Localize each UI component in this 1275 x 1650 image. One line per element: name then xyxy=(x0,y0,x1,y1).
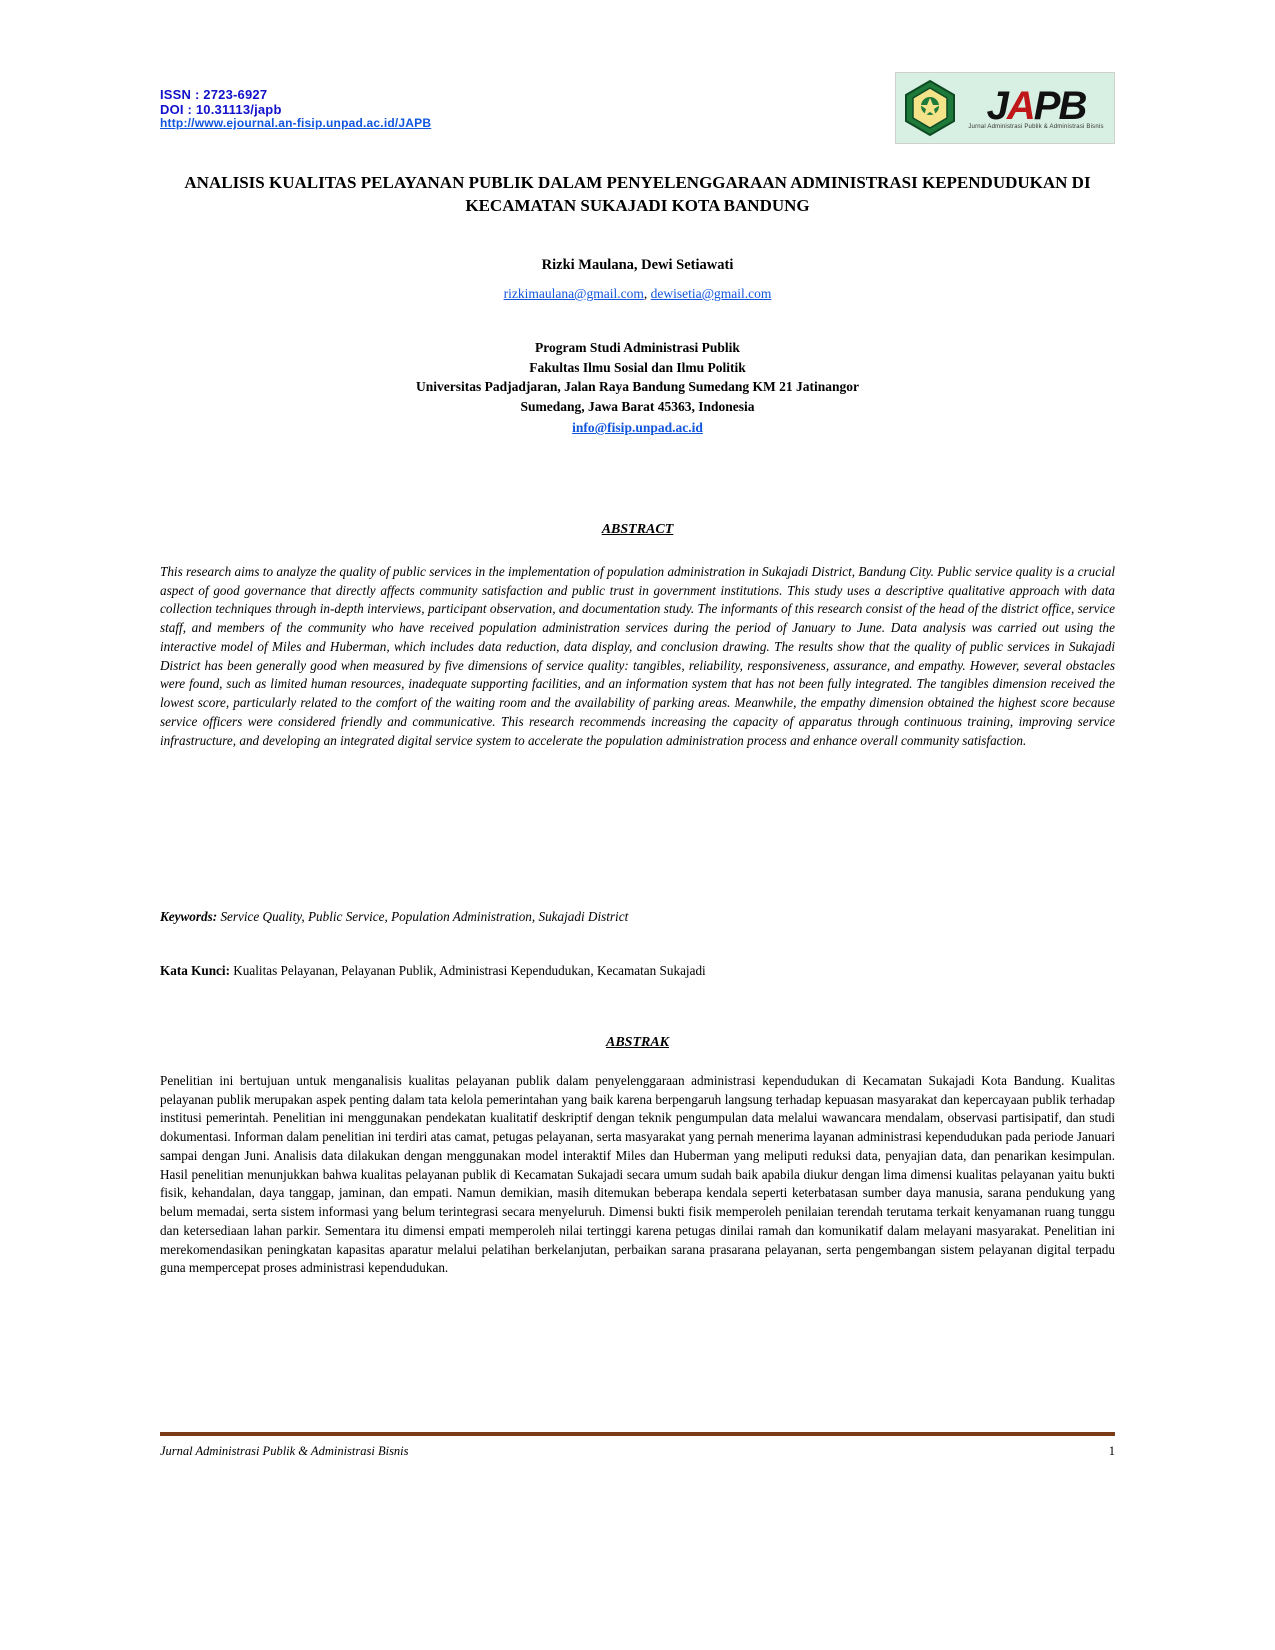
journal-logo xyxy=(895,72,1115,144)
footer-divider xyxy=(160,1432,1115,1436)
keywords-en-text: Service Quality, Public Service, Population Administration, Sukajadi District xyxy=(220,909,629,924)
university-seal-icon xyxy=(902,79,958,137)
abstract-en-heading: ABSTRACT xyxy=(601,522,674,537)
author-email-2[interactable]: dewisetia@gmail.com xyxy=(650,286,772,301)
journal-identifiers xyxy=(160,88,580,131)
footer-journal-name: Jurnal Administrasi Publik & Administrasi Bisnis xyxy=(160,1444,409,1458)
article-authors: Rizki Maulana, Dewi Setiawati xyxy=(541,257,734,273)
abstract-id-body: Penelitian ini bertujuan untuk menganalisis kualitas pelayanan publik dalam penyelenggaraan administrasi kependudukan di Kecamatan Sukajadi Kota Bandung. Kualitas pelayanan publik merupakan aspek penting dalam tata kelola pemerintahan yang baik karena berpengaruh langsung terhadap kepuasan masyarakat dan kepercayaan publik terhadap institusi pemerintah. Penelitian ini menggunakan pendekatan kualitatif deskriptif dengan teknik pengumpulan data melalui wawancara mendalam, observasi partisipatif, dan studi dokumentasi. Informan dalam penelitian ini terdiri atas camat, petugas pelayanan, serta masyarakat yang pernah menerima layanan administrasi kependudukan pada periode Januari sampai dengan Juni. Analisis data dilakukan dengan menggunakan model interaktif Miles dan Huberman yang meliputi reduksi data, penyajian data, dan penarikan kesimpulan. Hasil penelitian menunjukkan bahwa kualitas pelayanan publik di Kecamatan Sukajadi secara umum sudah baik apabila diukur dengan lima dimensi kualitas pelayanan yaitu bukti fisik, kehandalan, daya tanggap, jaminan, dan empati. Namun demikian, masih ditemukan beberapa kendala seperti keterbatasan sumber daya manusia, sarana pendukung yang belum memadai, serta sistem informasi yang belum terintegrasi secara menyeluruh. Dimensi bukti fisik memperoleh penilaian terendah terutama terkait kenyamanan ruang tunggu dan ketersediaan lahan parkir. Sementara itu dimensi empati memperoleh nilai tertinggi karena petugas dinilai ramah dan komunikatif dalam melayani masyarakat. Penelitian ini merekomendasikan peningkatan kapasitas aparatur melalui pelatihan berkelanjutan, perbaikan sarana prasarana pelayanan, serta pengembangan sistem pelayanan digital terpadu guna mempercepat proses administrasi kependudukan. xyxy=(160,1073,1115,1276)
logo-letter-a: A xyxy=(1006,84,1034,128)
affiliation-line-3: Universitas Padjadjaran, Jalan Raya Bandung Sumedang KM 21 Jatinangor xyxy=(416,379,859,395)
keywords-id-text: Kualitas Pelayanan, Pelayanan Publik, Administrasi Kependudukan, Kecamatan Sukajadi xyxy=(233,963,706,978)
keywords-id-label: Kata Kunci: xyxy=(160,963,230,978)
affiliation-email-wrap xyxy=(160,418,1115,438)
email-separator: , xyxy=(643,286,648,301)
abstract-id-heading: ABSTRAK xyxy=(605,1035,670,1050)
author-email-1[interactable]: rizkimaulana@gmail.com xyxy=(503,286,644,301)
author-affiliation xyxy=(160,338,1115,438)
abstract-en-body: This research aims to analyze the quality of public services in the implementation of population administration in Sukajadi District, Bandung City. Public service quality is a crucial aspect of good governance that directly affects community satisfaction and public trust in government institutions. This study uses a descriptive qualitative approach with data collection techniques through in-depth interviews, participant observation, and documentation study. The informants of this research consist of the head of the district office, service staff, and members of the community who have received population administration services during the period of January to June. Data analysis was carried out using the interactive model of Miles and Huberman, which includes data reduction, data display, and conclusion drawing. The results show that the quality of public services in Sukajadi District has been generally good when measured by five dimensions of service quality: tangibles, reliability, responsiveness, assurance, and empathy. However, several obstacles were found, such as limited human resources, inadequate supporting facilities, and an information system that has not been fully integrated. The tangibles dimension received the lowest score, particularly related to the comfort of the waiting room and the availability of parking areas. Meanwhile, the empathy dimension obtained the highest score because service officers were considered friendly and communicative. This research recommends increasing the capacity of apparatus through continuous training, improving service infrastructure, and developing an integrated digital service system to accelerate the population administration process and enhance overall community satisfaction. xyxy=(160,564,1115,748)
affiliation-line-2: Fakultas Ilmu Sosial dan Ilmu Politik xyxy=(529,359,746,375)
page-footer xyxy=(160,1444,1115,1459)
article-title: ANALISIS KUALITAS PELAYANAN PUBLIK DALAM PENYELENGGARAAN ADMINISTRASI KEPENDUDUKAN DI KECAMATAN SUKAJADI KOTA BANDUNG xyxy=(184,173,1091,215)
keywords-id xyxy=(160,962,1115,981)
affiliation-line-4: Sumedang, Jawa Barat 45363, Indonesia xyxy=(520,398,755,414)
affiliation-email-link[interactable]: info@fisip.unpad.ac.id xyxy=(572,420,703,436)
journal-url-link[interactable]: http://www.ejournal.an-fisip.unpad.ac.id/JAPB xyxy=(160,116,432,131)
keywords-en-label: Keywords: xyxy=(160,909,218,924)
keywords-en xyxy=(160,908,1115,927)
page-number: 1 xyxy=(1108,1444,1115,1458)
logo-letter-j: J xyxy=(986,84,1007,128)
author-emails xyxy=(160,285,1115,304)
journal-wordmark xyxy=(958,86,1114,130)
logo-subtitle: Jurnal Administrasi Publik & Administrasi Bisnis xyxy=(968,124,1104,130)
issn-line: ISSN : 2723-6927 xyxy=(160,87,268,102)
logo-letters-pb: PB xyxy=(1033,84,1086,128)
doi-line: DOI : 10.31113/japb xyxy=(160,101,282,117)
affiliation-line-1: Program Studi Administrasi Publik xyxy=(535,340,740,355)
